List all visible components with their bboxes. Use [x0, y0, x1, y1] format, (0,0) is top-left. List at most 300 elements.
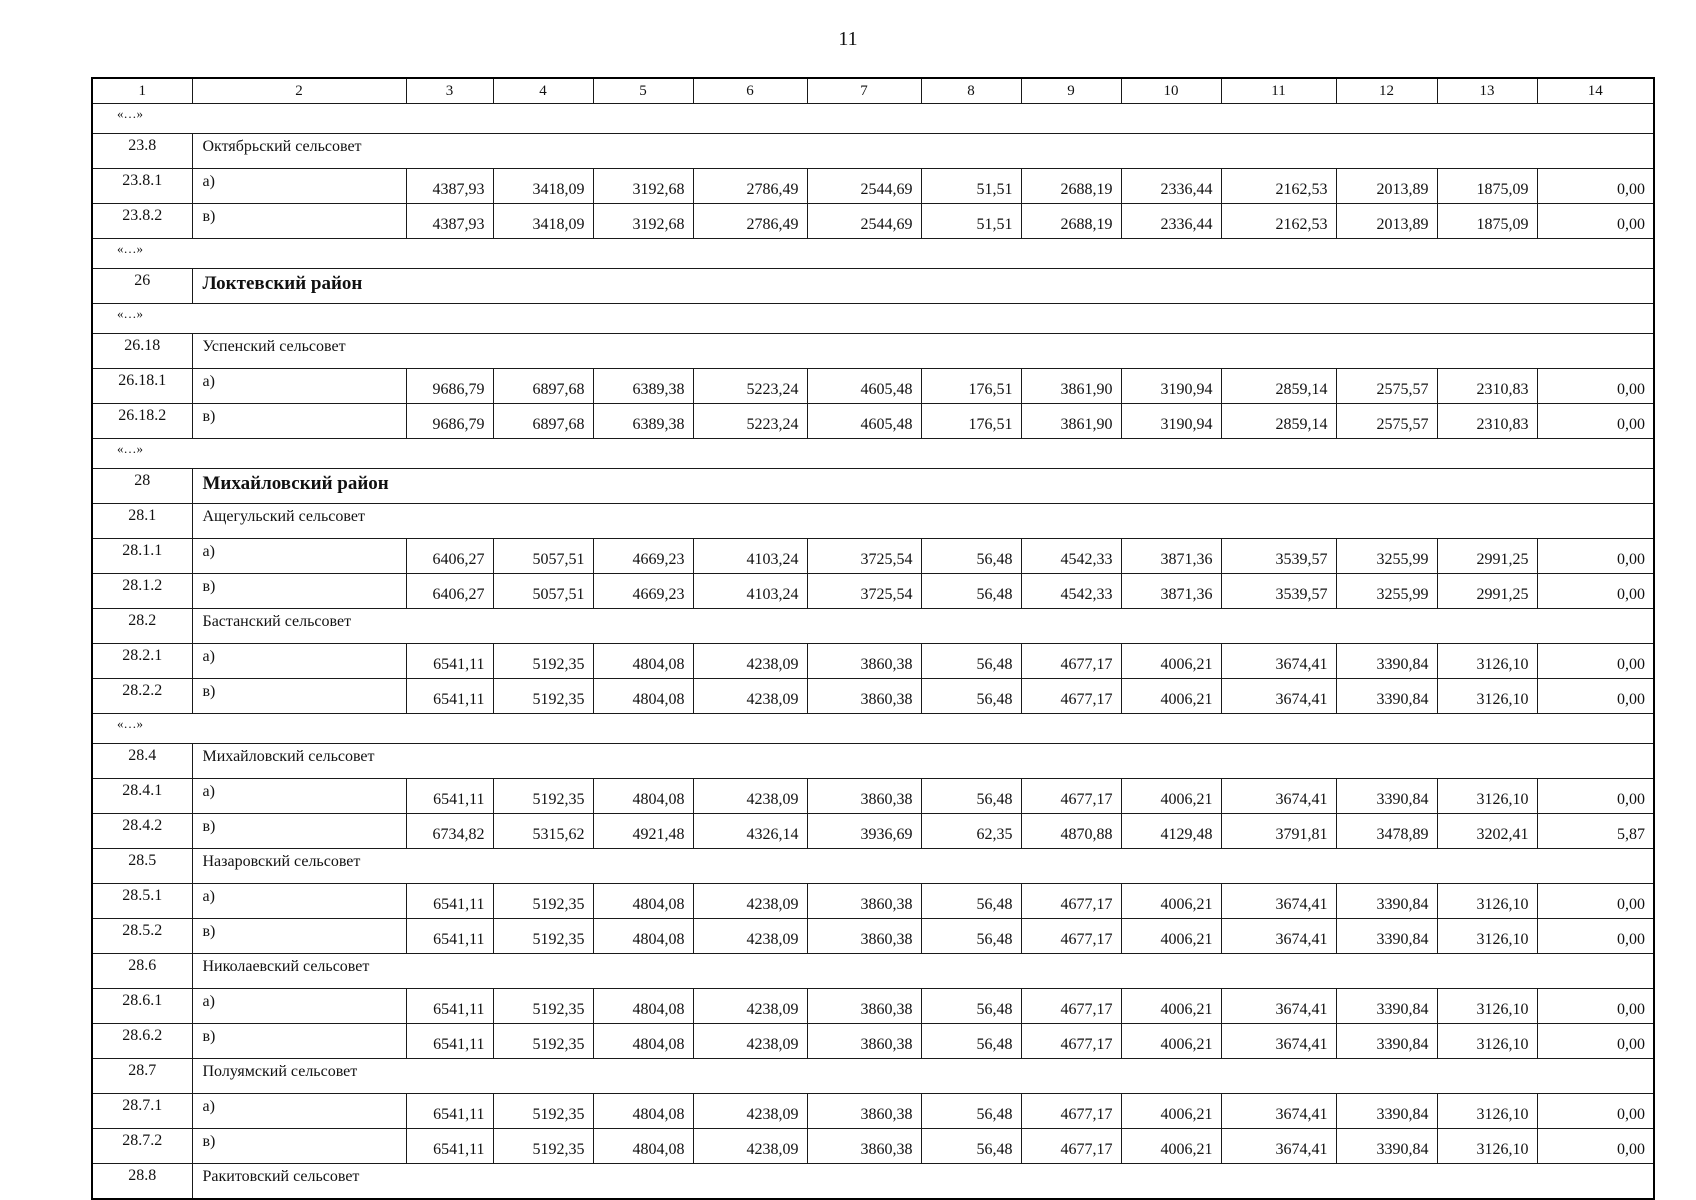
value-cell: 6897,68: [493, 404, 593, 439]
row-label: в): [192, 1024, 406, 1059]
row-label: а): [192, 779, 406, 814]
value-cell: 4006,21: [1121, 1129, 1221, 1164]
value-cell: 4804,08: [593, 989, 693, 1024]
continuation-row: [92, 239, 1654, 269]
value-cell: 4804,08: [593, 884, 693, 919]
column-number-header: 4: [493, 78, 593, 104]
value-cell: 3126,10: [1437, 779, 1537, 814]
district-name: Локтевский район: [192, 269, 1654, 304]
value-cell: 3860,38: [807, 1129, 921, 1164]
value-cell: 56,48: [921, 1129, 1021, 1164]
value-cell: 2336,44: [1121, 169, 1221, 204]
value-cell: 4238,09: [693, 919, 807, 954]
value-cell: 3390,84: [1336, 884, 1437, 919]
column-number-header: 10: [1121, 78, 1221, 104]
table-row: [92, 884, 1654, 919]
value-cell: 3871,36: [1121, 574, 1221, 609]
value-cell: 4677,17: [1021, 1094, 1121, 1129]
value-cell: 3674,41: [1221, 679, 1336, 714]
value-cell: 62,35: [921, 814, 1021, 849]
value-cell: 3539,57: [1221, 574, 1336, 609]
row-code: 28: [92, 469, 192, 504]
value-cell: 2991,25: [1437, 574, 1537, 609]
value-cell: 2575,57: [1336, 404, 1437, 439]
value-cell: 3791,81: [1221, 814, 1336, 849]
value-cell: 3860,38: [807, 989, 921, 1024]
value-cell: 3674,41: [1221, 779, 1336, 814]
value-cell: 4326,14: [693, 814, 807, 849]
value-cell: 4103,24: [693, 574, 807, 609]
continuation-row: [92, 714, 1654, 744]
value-cell: 56,48: [921, 539, 1021, 574]
value-cell: 56,48: [921, 574, 1021, 609]
value-cell: 9686,79: [406, 404, 493, 439]
value-cell: 5223,24: [693, 404, 807, 439]
value-cell: 4804,08: [593, 1094, 693, 1129]
value-cell: 3860,38: [807, 919, 921, 954]
value-cell: 4006,21: [1121, 644, 1221, 679]
value-cell: 4006,21: [1121, 1094, 1221, 1129]
value-cell: 4006,21: [1121, 779, 1221, 814]
value-cell: 4605,48: [807, 369, 921, 404]
value-cell: 2575,57: [1336, 369, 1437, 404]
row-code: 28.6.1: [92, 989, 192, 1024]
value-cell: 6541,11: [406, 989, 493, 1024]
value-cell: 0,00: [1537, 1094, 1654, 1129]
value-cell: 4605,48: [807, 404, 921, 439]
column-number-header: 8: [921, 78, 1021, 104]
value-cell: 6389,38: [593, 369, 693, 404]
row-code: 28.1.1: [92, 539, 192, 574]
value-cell: 3390,84: [1336, 644, 1437, 679]
value-cell: 3390,84: [1336, 679, 1437, 714]
value-cell: 5192,35: [493, 1094, 593, 1129]
value-cell: 1875,09: [1437, 169, 1537, 204]
value-cell: 4804,08: [593, 1024, 693, 1059]
value-cell: 3126,10: [1437, 919, 1537, 954]
value-cell: 4677,17: [1021, 1024, 1121, 1059]
value-cell: 3190,94: [1121, 404, 1221, 439]
value-cell: 4238,09: [693, 1024, 807, 1059]
value-cell: 5192,35: [493, 779, 593, 814]
council-row: [92, 1164, 1654, 1200]
row-code: 28.5: [92, 849, 192, 884]
value-cell: 3860,38: [807, 679, 921, 714]
council-row: [92, 334, 1654, 369]
value-cell: 3126,10: [1437, 1129, 1537, 1164]
value-cell: 4669,23: [593, 539, 693, 574]
column-number-header: 11: [1221, 78, 1336, 104]
value-cell: 3860,38: [807, 1024, 921, 1059]
value-cell: 0,00: [1537, 539, 1654, 574]
table-row: [92, 919, 1654, 954]
row-label: а): [192, 169, 406, 204]
value-cell: 4238,09: [693, 779, 807, 814]
value-cell: 176,51: [921, 369, 1021, 404]
row-code: 28.1.2: [92, 574, 192, 609]
value-cell: 56,48: [921, 884, 1021, 919]
row-label: а): [192, 539, 406, 574]
value-cell: 4677,17: [1021, 1129, 1121, 1164]
value-cell: 6541,11: [406, 1024, 493, 1059]
row-code: 23.8.2: [92, 204, 192, 239]
value-cell: 3674,41: [1221, 884, 1336, 919]
council-name: Успенский сельсовет: [192, 334, 1654, 369]
value-cell: 4387,93: [406, 204, 493, 239]
row-code: 28.6: [92, 954, 192, 989]
value-cell: 2310,83: [1437, 404, 1537, 439]
row-code: 28.1: [92, 504, 192, 539]
value-cell: 56,48: [921, 989, 1021, 1024]
value-cell: 6541,11: [406, 779, 493, 814]
value-cell: 6734,82: [406, 814, 493, 849]
value-cell: 3126,10: [1437, 884, 1537, 919]
value-cell: 3390,84: [1336, 1024, 1437, 1059]
value-cell: 4238,09: [693, 1094, 807, 1129]
value-cell: 3255,99: [1336, 574, 1437, 609]
value-cell: 3674,41: [1221, 644, 1336, 679]
column-number-header: 13: [1437, 78, 1537, 104]
value-cell: 2013,89: [1336, 204, 1437, 239]
value-cell: 3255,99: [1336, 539, 1437, 574]
table-row: [92, 404, 1654, 439]
value-cell: 3539,57: [1221, 539, 1336, 574]
value-cell: 2786,49: [693, 204, 807, 239]
value-cell: 0,00: [1537, 169, 1654, 204]
value-cell: 2310,83: [1437, 369, 1537, 404]
value-cell: 0,00: [1537, 369, 1654, 404]
value-cell: 4921,48: [593, 814, 693, 849]
value-cell: 5223,24: [693, 369, 807, 404]
row-code: 28.2: [92, 609, 192, 644]
value-cell: 3674,41: [1221, 1129, 1336, 1164]
row-code: 28.5.1: [92, 884, 192, 919]
value-cell: 0,00: [1537, 644, 1654, 679]
value-cell: 5192,35: [493, 989, 593, 1024]
value-cell: 3674,41: [1221, 1094, 1336, 1129]
value-cell: 6389,38: [593, 404, 693, 439]
council-name: Бастанский сельсовет: [192, 609, 1654, 644]
value-cell: 5057,51: [493, 539, 593, 574]
value-cell: 4006,21: [1121, 1024, 1221, 1059]
continuation-row: [92, 304, 1654, 334]
row-code: 26.18.2: [92, 404, 192, 439]
column-number-header: 1: [92, 78, 192, 104]
value-cell: 2688,19: [1021, 169, 1121, 204]
value-cell: 0,00: [1537, 919, 1654, 954]
value-cell: 3390,84: [1336, 989, 1437, 1024]
value-cell: 4238,09: [693, 1129, 807, 1164]
value-cell: 3126,10: [1437, 989, 1537, 1024]
column-number-header: 9: [1021, 78, 1121, 104]
value-cell: 3860,38: [807, 644, 921, 679]
value-cell: 6541,11: [406, 1094, 493, 1129]
value-cell: 4238,09: [693, 884, 807, 919]
value-cell: 3725,54: [807, 574, 921, 609]
row-code: 28.7: [92, 1059, 192, 1094]
value-cell: 56,48: [921, 644, 1021, 679]
value-cell: 0,00: [1537, 779, 1654, 814]
value-cell: 3674,41: [1221, 919, 1336, 954]
column-number-header: 5: [593, 78, 693, 104]
row-code: 28.5.2: [92, 919, 192, 954]
table-row: [92, 679, 1654, 714]
column-number-header: 6: [693, 78, 807, 104]
table-row: [92, 989, 1654, 1024]
table-row: [92, 369, 1654, 404]
row-label: в): [192, 574, 406, 609]
council-row: [92, 954, 1654, 989]
value-cell: 5192,35: [493, 644, 593, 679]
value-cell: 4006,21: [1121, 989, 1221, 1024]
row-label: в): [192, 404, 406, 439]
value-cell: 3390,84: [1336, 1129, 1437, 1164]
value-cell: 3860,38: [807, 884, 921, 919]
table-row: [92, 169, 1654, 204]
value-cell: 2336,44: [1121, 204, 1221, 239]
value-cell: 6897,68: [493, 369, 593, 404]
district-name: Михайловский район: [192, 469, 1654, 504]
column-number-header: 2: [192, 78, 406, 104]
page-number: 11: [838, 28, 858, 50]
value-cell: 9686,79: [406, 369, 493, 404]
column-number-header: 7: [807, 78, 921, 104]
column-number-header: 14: [1537, 78, 1654, 104]
value-cell: 2544,69: [807, 169, 921, 204]
value-cell: 5192,35: [493, 1024, 593, 1059]
continuation-mark: «…»: [92, 104, 1654, 134]
column-number-row: [92, 78, 1654, 104]
value-cell: 4542,33: [1021, 539, 1121, 574]
table-row: [92, 574, 1654, 609]
row-code: 28.4.2: [92, 814, 192, 849]
council-name: Николаевский сельсовет: [192, 954, 1654, 989]
row-code: 28.7.1: [92, 1094, 192, 1129]
column-number-header: 3: [406, 78, 493, 104]
value-cell: 3936,69: [807, 814, 921, 849]
value-cell: 3725,54: [807, 539, 921, 574]
value-cell: 3418,09: [493, 204, 593, 239]
row-label: а): [192, 989, 406, 1024]
table-row: [92, 644, 1654, 679]
value-cell: 2991,25: [1437, 539, 1537, 574]
value-cell: 6541,11: [406, 679, 493, 714]
value-cell: 2162,53: [1221, 169, 1336, 204]
value-cell: 3861,90: [1021, 404, 1121, 439]
row-code: 28.6.2: [92, 1024, 192, 1059]
value-cell: 3860,38: [807, 779, 921, 814]
value-cell: 4804,08: [593, 644, 693, 679]
continuation-mark: «…»: [92, 239, 1654, 269]
row-label: а): [192, 369, 406, 404]
row-code: 28.4: [92, 744, 192, 779]
value-cell: 3190,94: [1121, 369, 1221, 404]
table-row: [92, 1094, 1654, 1129]
value-cell: 2786,49: [693, 169, 807, 204]
value-cell: 4006,21: [1121, 679, 1221, 714]
table-body: [92, 78, 1654, 1199]
value-cell: 3390,84: [1336, 1094, 1437, 1129]
value-cell: 6406,27: [406, 574, 493, 609]
row-label: в): [192, 919, 406, 954]
value-cell: 4804,08: [593, 779, 693, 814]
value-cell: 3674,41: [1221, 1024, 1336, 1059]
value-cell: 4103,24: [693, 539, 807, 574]
council-row: [92, 609, 1654, 644]
value-cell: 6541,11: [406, 919, 493, 954]
value-cell: 4006,21: [1121, 884, 1221, 919]
value-cell: 0,00: [1537, 204, 1654, 239]
row-code: 23.8: [92, 134, 192, 169]
value-cell: 0,00: [1537, 404, 1654, 439]
council-row: [92, 134, 1654, 169]
value-cell: 0,00: [1537, 884, 1654, 919]
row-code: 28.4.1: [92, 779, 192, 814]
row-code: 28.2.1: [92, 644, 192, 679]
value-cell: 5192,35: [493, 919, 593, 954]
council-name: Назаровский сельсовет: [192, 849, 1654, 884]
value-cell: 4129,48: [1121, 814, 1221, 849]
value-cell: 1875,09: [1437, 204, 1537, 239]
value-cell: 5192,35: [493, 1129, 593, 1164]
value-cell: 4677,17: [1021, 679, 1121, 714]
continuation-mark: «…»: [92, 714, 1654, 744]
value-cell: 56,48: [921, 779, 1021, 814]
value-cell: 3674,41: [1221, 989, 1336, 1024]
value-cell: 3871,36: [1121, 539, 1221, 574]
council-name: Полуямский сельсовет: [192, 1059, 1654, 1094]
value-cell: 3126,10: [1437, 644, 1537, 679]
table-row: [92, 204, 1654, 239]
council-name: Михайловский сельсовет: [192, 744, 1654, 779]
row-label: в): [192, 1129, 406, 1164]
value-cell: 5,87: [1537, 814, 1654, 849]
value-cell: 51,51: [921, 169, 1021, 204]
council-row: [92, 504, 1654, 539]
continuation-row: [92, 104, 1654, 134]
value-cell: 6541,11: [406, 884, 493, 919]
value-cell: 176,51: [921, 404, 1021, 439]
value-cell: 5315,62: [493, 814, 593, 849]
continuation-mark: «…»: [92, 304, 1654, 334]
row-code: 26.18.1: [92, 369, 192, 404]
row-label: в): [192, 679, 406, 714]
value-cell: 4804,08: [593, 679, 693, 714]
continuation-mark: «…»: [92, 439, 1654, 469]
table-row: [92, 539, 1654, 574]
council-row: [92, 849, 1654, 884]
value-cell: 2162,53: [1221, 204, 1336, 239]
value-cell: 3418,09: [493, 169, 593, 204]
value-cell: 2544,69: [807, 204, 921, 239]
tariff-table: [91, 77, 1655, 1200]
value-cell: 4677,17: [1021, 779, 1121, 814]
value-cell: 3126,10: [1437, 1024, 1537, 1059]
value-cell: 4542,33: [1021, 574, 1121, 609]
council-row: [92, 1059, 1654, 1094]
row-code: 26: [92, 269, 192, 304]
value-cell: 4804,08: [593, 1129, 693, 1164]
table-row: [92, 814, 1654, 849]
value-cell: 4677,17: [1021, 919, 1121, 954]
value-cell: 6541,11: [406, 1129, 493, 1164]
value-cell: 0,00: [1537, 679, 1654, 714]
value-cell: 56,48: [921, 1024, 1021, 1059]
council-name: Октябрьский сельсовет: [192, 134, 1654, 169]
council-row: [92, 744, 1654, 779]
value-cell: 4677,17: [1021, 644, 1121, 679]
value-cell: 0,00: [1537, 574, 1654, 609]
value-cell: 4387,93: [406, 169, 493, 204]
value-cell: 5192,35: [493, 679, 593, 714]
council-name: Ракитовский сельсовет: [192, 1164, 1654, 1200]
value-cell: 3192,68: [593, 204, 693, 239]
column-number-header: 12: [1336, 78, 1437, 104]
value-cell: 4238,09: [693, 989, 807, 1024]
value-cell: 3390,84: [1336, 919, 1437, 954]
row-code: 28.8: [92, 1164, 192, 1200]
row-label: а): [192, 644, 406, 679]
value-cell: 3202,41: [1437, 814, 1537, 849]
value-cell: 2688,19: [1021, 204, 1121, 239]
value-cell: 3192,68: [593, 169, 693, 204]
value-cell: 56,48: [921, 679, 1021, 714]
value-cell: 4804,08: [593, 919, 693, 954]
value-cell: 3478,89: [1336, 814, 1437, 849]
value-cell: 0,00: [1537, 1129, 1654, 1164]
row-code: 26.18: [92, 334, 192, 369]
table-row: [92, 1024, 1654, 1059]
row-label: в): [192, 204, 406, 239]
value-cell: 6541,11: [406, 644, 493, 679]
value-cell: 4677,17: [1021, 989, 1121, 1024]
value-cell: 4238,09: [693, 679, 807, 714]
value-cell: 3126,10: [1437, 679, 1537, 714]
table-row: [92, 1129, 1654, 1164]
row-code: 28.7.2: [92, 1129, 192, 1164]
value-cell: 3390,84: [1336, 779, 1437, 814]
value-cell: 3860,38: [807, 1094, 921, 1129]
value-cell: 4677,17: [1021, 884, 1121, 919]
value-cell: 4238,09: [693, 644, 807, 679]
row-code: 28.2.2: [92, 679, 192, 714]
value-cell: 2859,14: [1221, 369, 1336, 404]
value-cell: 56,48: [921, 1094, 1021, 1129]
value-cell: 6406,27: [406, 539, 493, 574]
value-cell: 2859,14: [1221, 404, 1336, 439]
district-row: [92, 469, 1654, 504]
value-cell: 56,48: [921, 919, 1021, 954]
row-label: а): [192, 1094, 406, 1129]
district-row: [92, 269, 1654, 304]
table-row: [92, 779, 1654, 814]
value-cell: 5192,35: [493, 884, 593, 919]
value-cell: 4006,21: [1121, 919, 1221, 954]
continuation-row: [92, 439, 1654, 469]
value-cell: 4870,88: [1021, 814, 1121, 849]
value-cell: 3126,10: [1437, 1094, 1537, 1129]
value-cell: 0,00: [1537, 989, 1654, 1024]
value-cell: 51,51: [921, 204, 1021, 239]
value-cell: 2013,89: [1336, 169, 1437, 204]
row-code: 23.8.1: [92, 169, 192, 204]
row-label: а): [192, 884, 406, 919]
value-cell: 4669,23: [593, 574, 693, 609]
row-label: в): [192, 814, 406, 849]
council-name: Ащегульский сельсовет: [192, 504, 1654, 539]
value-cell: 5057,51: [493, 574, 593, 609]
value-cell: 3861,90: [1021, 369, 1121, 404]
